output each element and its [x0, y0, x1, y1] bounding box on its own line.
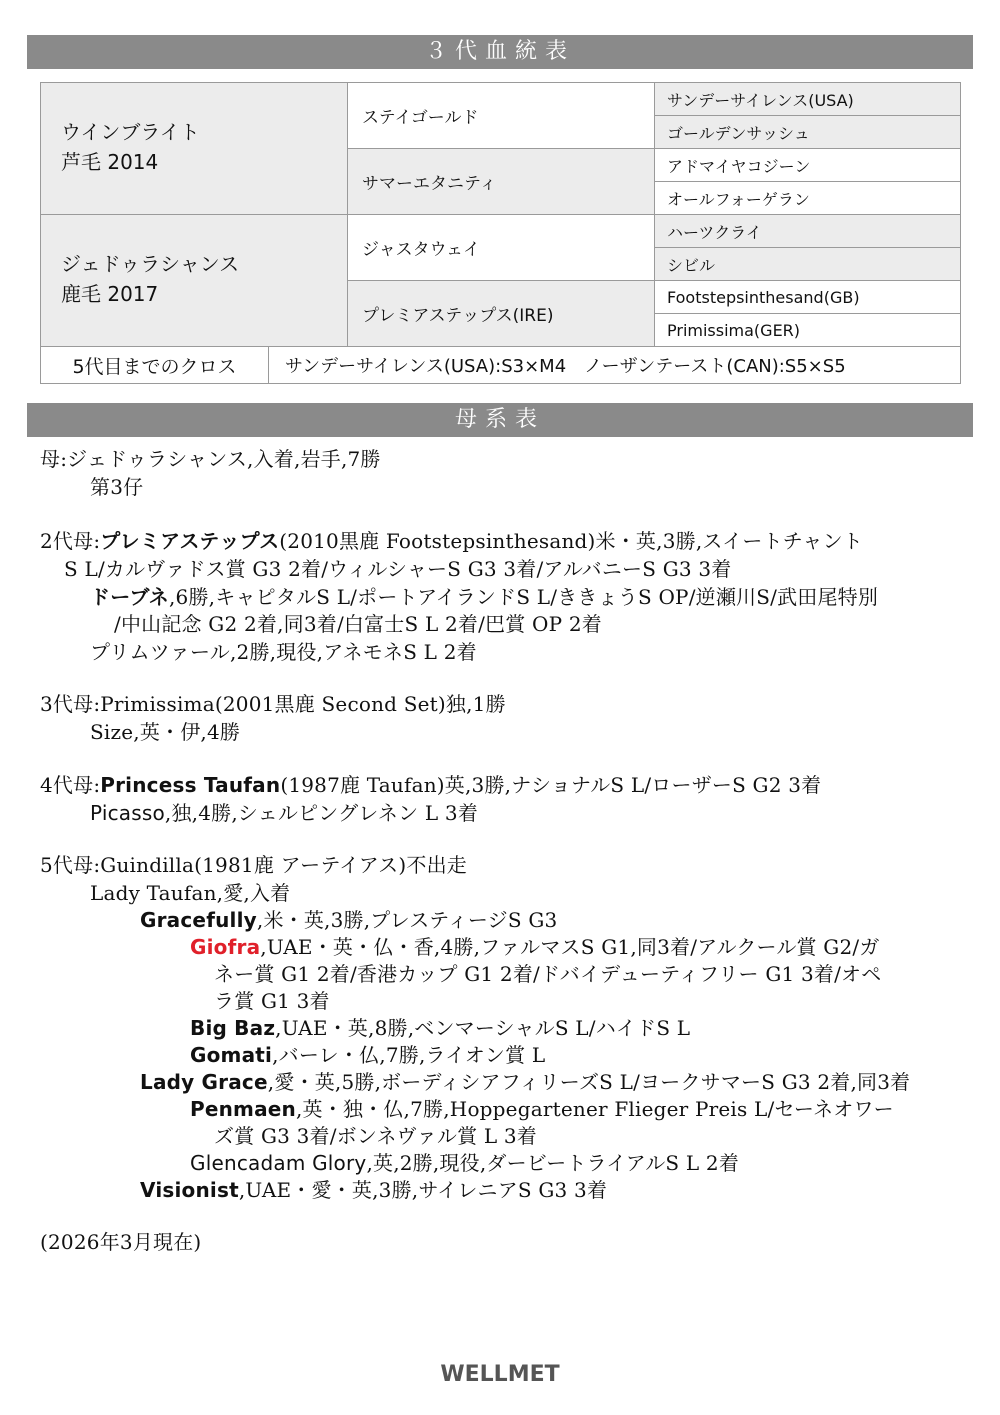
pedigree-table [40, 82, 961, 384]
sire-dam-dam: オールフォーゲラン [655, 182, 961, 215]
second-dam-detail: (2010黒鹿 Footstepsinthesand)米・英,3勝,スイートチャント [279, 529, 863, 553]
horse-name: Gracefully [140, 908, 257, 932]
dam-sire: ジャスタウェイ [348, 215, 655, 281]
fourth-dam-detail: (1987鹿 Taufan)英,3勝,ナショナルS L/ローザーS G2 3着 [280, 773, 822, 797]
descendant-big-baz [190, 1015, 690, 1042]
descendant-size: Size,英・伊,4勝 [90, 720, 241, 744]
descendant-giofra-cont: ネー賞 G1 2着/香港カップ G1 2着/ドバイデューティフリー G1 3着/オペ [214, 962, 882, 986]
sire-sire-dam: ゴールデンサッシュ [655, 116, 961, 149]
dam-dam-dam: Primissima(GER) [655, 314, 961, 347]
second-dam-cont: S L/カルヴァドス賞 G3 2着/ウィルシャーS G3 3着/アルバニーS G3 3着 [64, 557, 732, 581]
horse-record: ,英・独・仏,7勝,Hoppegartener Flieger Preis L/セーネオワー [296, 1097, 894, 1121]
descendant-primtsar [90, 639, 477, 666]
horse-name: Giofra [190, 935, 261, 959]
descendant-visionist [140, 1177, 607, 1204]
horse-name: Penmaen [190, 1097, 296, 1121]
horse-name: Gomati [190, 1043, 273, 1067]
descendant-giofra-cont2: ラ賞 G1 3着 [214, 989, 330, 1013]
horse-record: ,愛・英,5勝,ボーディシアフィリーズS L/ヨークサマーS G3 2着,同3着 [267, 1070, 911, 1094]
horse-record: ,UAE・英,8勝,ベンマーシャルS L/ハイドS L [275, 1016, 691, 1040]
family-header: 母系表 [27, 403, 973, 437]
second-dam-line [40, 528, 863, 555]
dam-name: ジェドゥラシャンス [61, 252, 240, 276]
descendant-glencadam-glory [190, 1150, 739, 1177]
descendant-lady-taufan: Lady Taufan,愛,入着 [90, 881, 291, 905]
horse-record: ,UAE・愛・英,3勝,サイレニアS G3 3着 [238, 1178, 608, 1202]
dam-foal-line: 第3仔 [90, 475, 144, 499]
fourth-dam-name: Princess Taufan [100, 773, 281, 797]
second-dam-name: プレミアステップス [100, 529, 280, 553]
as-of-date: (2026年3月現在) [40, 1230, 202, 1254]
dam-line: 母:ジェドゥラシャンス,入着,岩手,7勝 [40, 447, 381, 471]
dam-sire-sire: ハーツクライ [655, 215, 961, 248]
cross-label: 5代目までのクロス [41, 347, 269, 384]
descendant-gomati [190, 1042, 545, 1069]
horse-name: ドーブネ [90, 585, 169, 609]
horse-name: Lady Grace [140, 1070, 268, 1094]
horse-record: ,UAE・英・仏・香,4勝,ファルマスS G1,同3着/アルクール賞 G2/ガ [260, 935, 880, 959]
horse-name: Visionist [140, 1178, 239, 1202]
descendant-giofra [190, 934, 880, 961]
fourth-dam-line [40, 772, 821, 799]
dam-dam-sire: Footstepsinthesand(GB) [655, 281, 961, 314]
dam-cell [41, 215, 348, 347]
cross-text: サンデーサイレンス(USA):S3×M4 ノーザンテースト(CAN):S5×S5 [269, 347, 961, 384]
horse-record: ,独,4勝,シェルピングレネン L 3着 [164, 801, 479, 825]
sire-info: 芦毛 2014 [61, 150, 159, 174]
horse-name: プリムツァール [90, 640, 230, 664]
dam-sire-dam: シビル [655, 248, 961, 281]
descendant-penmaen [190, 1096, 894, 1123]
sire-sire: ステイゴールド [348, 83, 655, 149]
descendant-doubune [90, 584, 878, 611]
sire-sire-sire: サンデーサイレンス(USA) [655, 83, 961, 116]
sire-cell [41, 83, 348, 215]
horse-record: ,バーレ・仏,7勝,ライオン賞 L [272, 1043, 546, 1067]
descendant-penmaen-cont: ズ賞 G3 3着/ボンネヴァル賞 L 3着 [214, 1124, 537, 1148]
pedigree-header: ３代血統表 [27, 35, 973, 69]
dam-dam: プレミアステップス(IRE) [348, 281, 655, 347]
descendant-gracefully [140, 907, 557, 934]
descendant-doubune-cont: /中山記念 G2 2着,同3着/白富士S L 2着/巴賞 OP 2着 [114, 612, 602, 636]
second-dam-label: 2代母: [40, 529, 101, 553]
horse-record: ,英,2勝,現役,ダービートライアルS L 2着 [366, 1151, 740, 1175]
horse-record: ,2勝,現役,アネモネS L 2着 [230, 640, 477, 664]
fourth-dam-label: 4代母: [40, 773, 101, 797]
horse-record: ,米・英,3勝,プレスティージS G3 [256, 908, 558, 932]
descendant-lady-grace [140, 1069, 910, 1096]
sire-dam-sire: アドマイヤコジーン [655, 149, 961, 182]
fifth-dam-line: 5代母:Guindilla(1981鹿 アーテイアス)不出走 [40, 853, 467, 877]
third-dam-line: 3代母:Primissima(2001黒鹿 Second Set)独,1勝 [40, 692, 506, 716]
dam-info: 鹿毛 2017 [61, 282, 159, 306]
sire-dam: サマーエタニティ [348, 149, 655, 215]
horse-name: Glencadam Glory [190, 1151, 367, 1175]
wellmet-logo: WELLMET [440, 1362, 560, 1387]
descendant-picasso [90, 800, 478, 827]
horse-record: ,6勝,キャピタルS L/ポートアイランドS L/ききょうS OP/逆瀬川S/武田尾特別 [169, 585, 879, 609]
sire-name: ウインブライト [61, 120, 200, 144]
horse-name: Picasso [90, 801, 165, 825]
horse-name: Big Baz [190, 1016, 276, 1040]
